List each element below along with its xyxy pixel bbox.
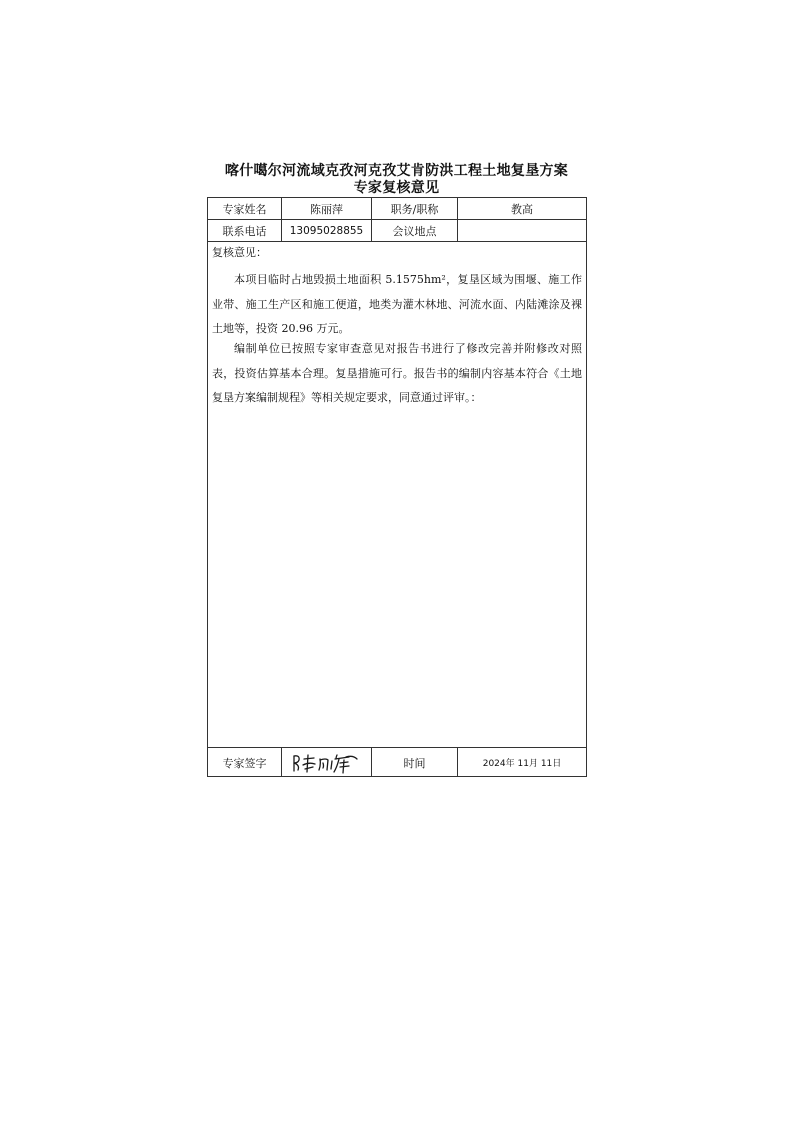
review-opinion-paragraph-2: 编制单位已按照专家审查意见对报告书进行了修改完善并附修改对照表，投资估算基本合理。复垦措施可行。报告书的编制内容基本符合《土地复垦方案编制规程》等相关规定要求，同意通过评审。： xyxy=(212,342,582,404)
meeting-location-label: 会议地点 xyxy=(372,220,458,241)
form-row-signature xyxy=(208,747,586,777)
review-form-table xyxy=(207,197,587,777)
form-row-contact xyxy=(208,220,586,242)
document-title: 喀什噶尔河流域克孜河克孜艾肯防洪工程土地复垦方案 xyxy=(224,163,569,179)
phone-value: 13095028855 xyxy=(282,220,372,241)
signature-label: 专家签字 xyxy=(208,748,282,777)
date-value: 2024年 11月 11日 xyxy=(482,759,562,769)
expert-name-label: 专家姓名 xyxy=(208,198,282,219)
review-opinion-label: 复核意见： xyxy=(212,246,267,259)
position-title-label: 职务/职称 xyxy=(372,198,458,219)
meeting-location-value xyxy=(458,220,586,241)
handwritten-signature xyxy=(282,748,372,777)
review-opinion-section xyxy=(208,242,586,747)
document-subtitle: 专家复核意见 xyxy=(353,180,440,196)
expert-name-value: 陈丽萍 xyxy=(282,198,372,219)
form-row-expert-info xyxy=(208,198,586,220)
position-title-value: 教高 xyxy=(511,202,533,216)
review-opinion-paragraph-1: 本项目临时占地毁损土地面积 5.1575hm²，复垦区域为围堰、施工作业带、施工生产区和施工便道，地类为灌木林地、河流水面、内陆滩涂及裸土地等，投资 20.96 万元。 xyxy=(212,273,582,335)
phone-label: 联系电话 xyxy=(208,220,282,241)
time-label: 时间 xyxy=(372,748,458,777)
